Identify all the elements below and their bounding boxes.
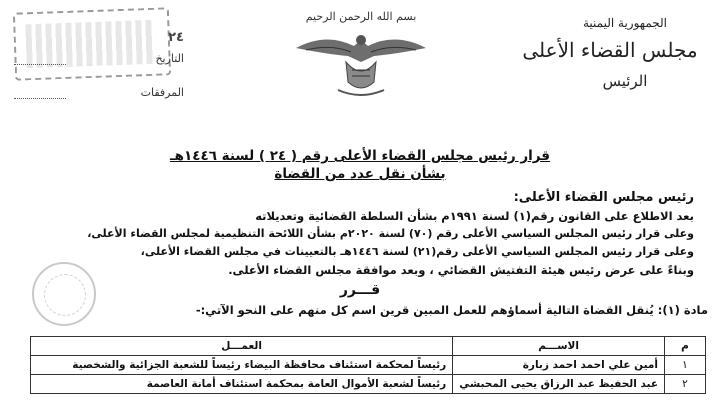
president-title: الرئيس: [602, 72, 648, 90]
decision-title-line1: قرار رئيس مجلس القضاء الأعلى رقم ( ٢٤ ) لسنة ١٤٤٦هـ: [170, 148, 550, 164]
column-header-work: العمـــل: [31, 337, 453, 356]
article-1: مادة (١): يُنقل القضاة التالية أسماؤهم للعمل المبين قرين اسم كل منهم على النحو الآتي:-: [195, 303, 708, 317]
decision-subject: [120, 166, 600, 182]
eagle-icon: [286, 10, 436, 100]
row-number: ٢: [665, 375, 706, 394]
column-header-number: م: [665, 337, 706, 356]
addressee: رئيس مجلس القضاء الأعلى:: [513, 190, 694, 205]
council-name: مجلس القضاء الأعلى: [522, 38, 698, 62]
table-row: [31, 375, 706, 394]
basmala-text: بسم الله الرحمن الرحيم: [305, 10, 417, 23]
republic-name: الجمهورية اليمنية: [582, 16, 667, 30]
attachments-dotted-line: [14, 98, 66, 99]
reference-number: ٢٤: [168, 30, 184, 45]
column-header-name: الاســـم: [453, 337, 665, 356]
yemen-eagle-emblem: [286, 10, 436, 100]
decision-title-line2: بشأن نقل عدد من القضاة: [274, 166, 446, 182]
date-label: التاريخ: [155, 52, 184, 65]
transfers-table: [30, 336, 706, 394]
judge-name: أمين علي احمد احمد زبارة: [453, 356, 665, 375]
decision-title: [120, 148, 600, 164]
official-seal: [32, 262, 96, 326]
row-number: ١: [665, 356, 706, 375]
table-row: [31, 356, 706, 375]
judge-name: عبد الحفيظ عبد الرزاق يحيى المحبشي: [453, 375, 665, 394]
date-dotted-line: [14, 64, 66, 65]
decision-heading: قـــرر: [339, 282, 381, 298]
judge-assignment: رئيساً لشعبة الأموال العامة بمحكمة استئناف أمانة العاصمة: [31, 375, 453, 394]
judge-assignment: رئيساً لمحكمة استئناف محافظة البيضاء رئيساً للشعبة الجزائية والشخصية: [31, 356, 453, 375]
preamble-line: وبناءً على عرض رئيس هيئة التفتيش القضائي ، وبعد موافقة مجلس القضاء الأعلى.: [228, 263, 694, 277]
preamble-line: وعلى قرار رئيس المجلس السياسي الأعلى رقم(٢١) لسنة ١٤٤٦هـ بالتعيينات في مجلس القضاء الأعلى،: [140, 245, 694, 258]
table-header-row: [31, 337, 706, 356]
preamble-line: بعد الاطلاع على القانون رقم(١) لسنة ١٩٩١م بشأن السلطة القضائية وتعديلاته: [255, 209, 694, 223]
preamble-line: وعلى قرار رئيس المجلس السياسي الأعلى رقم (٧٠) لسنة ٢٠٢٠م بشأن اللائحة التنظيمية لمجلس القضاء الأعلى،: [87, 227, 694, 240]
attachments-label: المرفقات: [140, 86, 184, 99]
